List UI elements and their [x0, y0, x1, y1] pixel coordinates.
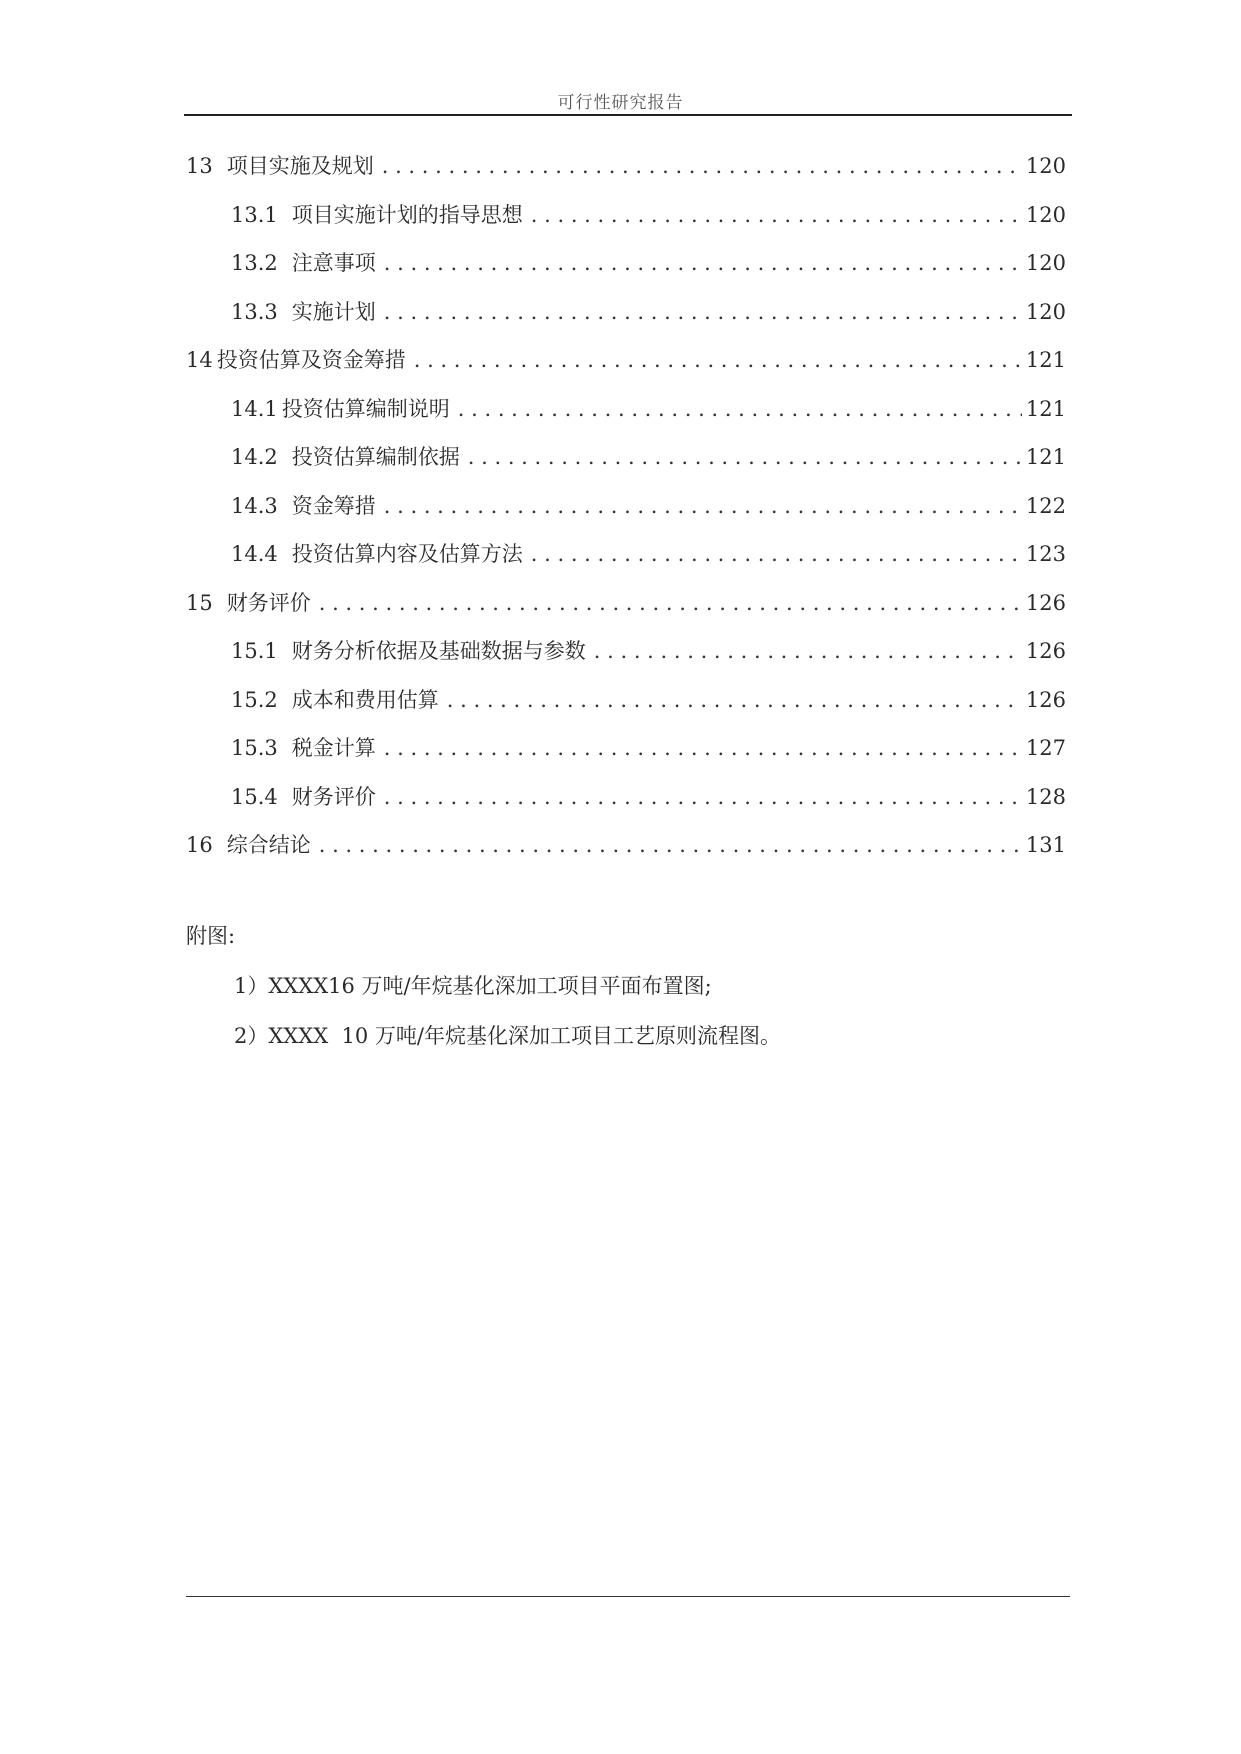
toc-entry-number: 14 [186, 348, 213, 372]
toc-entry[interactable] [186, 635, 1066, 684]
appendix-figures [186, 920, 1066, 1070]
toc-entry-page: 120 [1025, 202, 1066, 227]
toc-dot-leader [384, 300, 1022, 324]
toc-entry-number: 14.1 [231, 396, 278, 421]
toc-dot-leader [594, 639, 1022, 663]
toc-entry[interactable] [186, 247, 1066, 296]
footer-divider [186, 1596, 1070, 1597]
toc-entry-page: 120 [1025, 251, 1066, 275]
toc-entry-page: 126 [1025, 590, 1066, 615]
toc-entry[interactable] [186, 150, 1066, 199]
toc-entry-title: 投资估算编制说明 [281, 396, 450, 421]
toc-entry-title: 资金筹措 [291, 493, 376, 518]
toc-entry-title: 财务评价 [226, 590, 311, 615]
toc-entry-number: 13.3 [231, 299, 278, 324]
toc-entry-page: 126 [1025, 639, 1066, 663]
toc-entry-number: 15 [186, 590, 213, 615]
table-of-contents [186, 150, 1066, 878]
toc-entry-title: 投资估算内容及估算方法 [291, 542, 523, 566]
toc-entry-page: 127 [1025, 736, 1066, 760]
toc-dot-leader [468, 445, 1022, 469]
appendix-title: 附图: [186, 924, 236, 948]
toc-dot-leader [458, 397, 1022, 421]
toc-entry-number: 13.1 [231, 202, 278, 227]
toc-entry-number: 14.3 [231, 493, 278, 518]
appendix-item: 1）XXXX16 万吨/年烷基化深加工项目平面布置图; [234, 974, 712, 998]
toc-entry-page: 120 [1025, 154, 1066, 178]
toc-dot-leader [531, 542, 1022, 566]
toc-entry[interactable] [186, 684, 1066, 733]
toc-entry-title: 税金计算 [291, 736, 376, 760]
toc-entry-title: 综合结论 [226, 833, 311, 857]
toc-dot-leader [384, 785, 1022, 809]
toc-dot-leader [382, 154, 1022, 178]
toc-entry-title: 财务分析依据及基础数据与参数 [291, 639, 586, 663]
toc-dot-leader [447, 688, 1022, 712]
toc-entry-number: 14.2 [231, 445, 278, 469]
toc-entry[interactable] [186, 732, 1066, 781]
page-header: 可行性研究报告 [557, 93, 684, 113]
toc-entry-number: 15.2 [231, 687, 278, 712]
toc-entry-title: 项目实施计划的指导思想 [291, 202, 523, 227]
toc-entry-page: 126 [1025, 687, 1066, 712]
toc-entry-title: 注意事项 [291, 251, 376, 275]
toc-dot-leader [384, 251, 1022, 275]
toc-entry-page: 121 [1025, 445, 1066, 469]
toc-entry-number: 14.4 [231, 542, 278, 566]
toc-entry-page: 121 [1025, 348, 1066, 372]
header-divider [184, 114, 1072, 116]
toc-entry-page: 131 [1025, 833, 1066, 857]
toc-entry[interactable] [186, 538, 1066, 587]
toc-entry[interactable] [186, 490, 1066, 539]
appendix-item: 2）XXXX 10 万吨/年烷基化深加工项目工艺原则流程图。 [234, 1024, 781, 1048]
toc-entry[interactable] [186, 441, 1066, 490]
toc-entry-page: 120 [1025, 299, 1066, 324]
toc-entry[interactable] [186, 344, 1066, 393]
toc-entry-number: 15.3 [231, 736, 278, 760]
toc-entry[interactable] [186, 199, 1066, 248]
toc-entry-title: 项目实施及规划 [226, 154, 374, 178]
toc-dot-leader [319, 833, 1022, 857]
toc-entry-title: 成本和费用估算 [291, 687, 439, 712]
toc-dot-leader [384, 736, 1022, 760]
toc-entry-title: 投资估算及资金筹措 [216, 348, 406, 372]
toc-entry-page: 122 [1025, 493, 1066, 518]
toc-dot-leader [531, 203, 1022, 227]
toc-entry[interactable] [186, 829, 1066, 878]
toc-entry-page: 123 [1025, 542, 1066, 566]
toc-entry-number: 13 [186, 154, 213, 178]
toc-entry-number: 16 [186, 833, 213, 857]
toc-entry[interactable] [186, 393, 1066, 442]
toc-dot-leader [414, 348, 1022, 372]
toc-dot-leader [384, 494, 1022, 518]
toc-entry-number: 15.4 [231, 784, 278, 809]
toc-entry-page: 128 [1025, 784, 1066, 809]
toc-entry[interactable] [186, 296, 1066, 345]
toc-entry-title: 投资估算编制依据 [291, 445, 460, 469]
toc-entry-number: 15.1 [231, 639, 278, 663]
toc-entry-title: 财务评价 [291, 784, 376, 809]
toc-entry-page: 121 [1025, 396, 1066, 421]
toc-entry-number: 13.2 [231, 251, 278, 275]
toc-dot-leader [319, 591, 1022, 615]
toc-entry[interactable] [186, 781, 1066, 830]
toc-entry[interactable] [186, 587, 1066, 636]
toc-entry-title: 实施计划 [291, 299, 376, 324]
